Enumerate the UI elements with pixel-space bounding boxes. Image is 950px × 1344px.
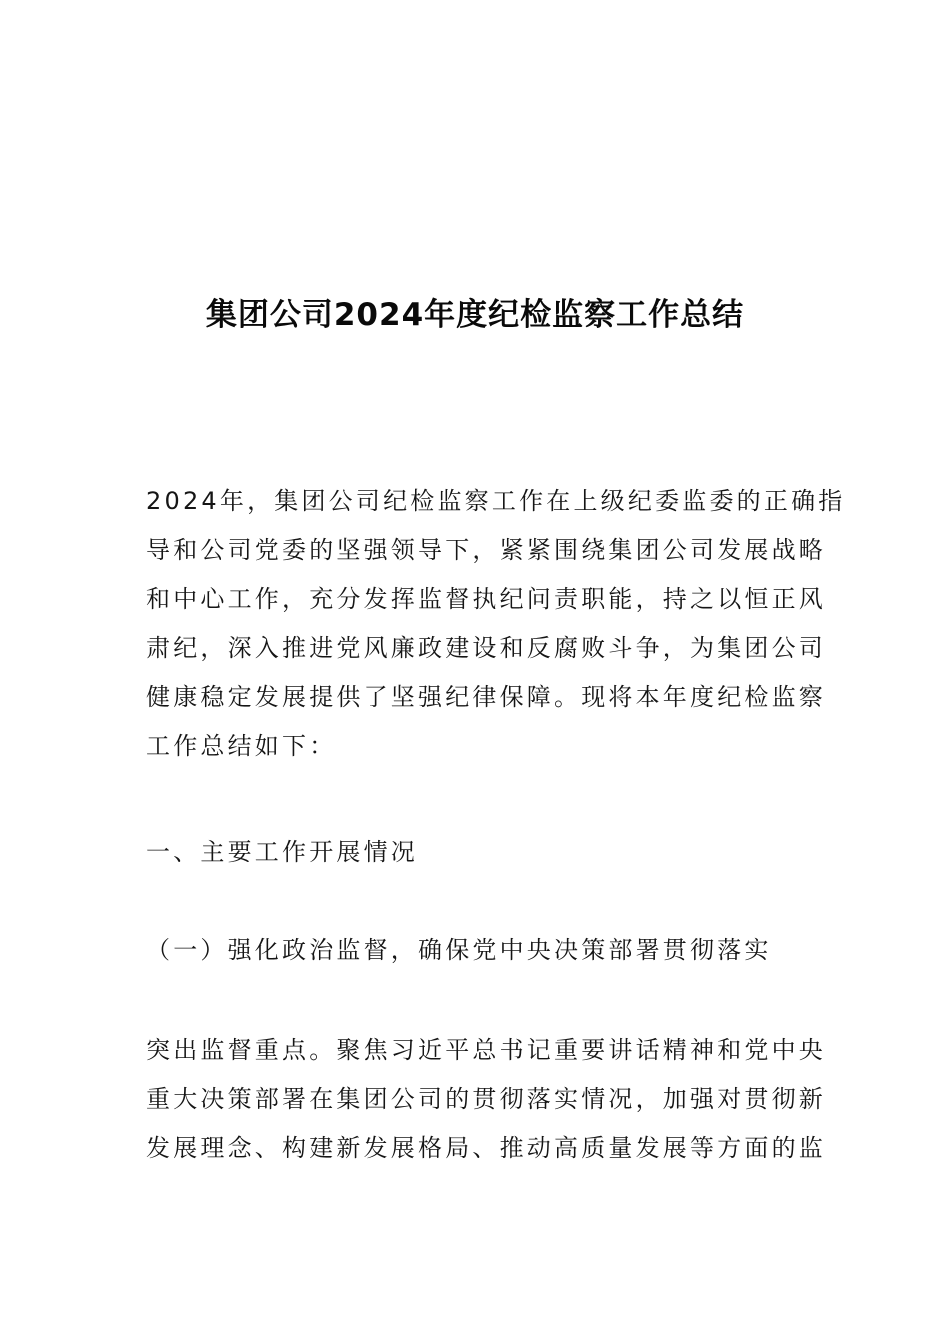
intro-line: 工作总结如下： — [146, 732, 337, 760]
paragraph-line: 发展理念、构建新发展格局、推动高质量发展等方面的监 — [146, 1134, 826, 1162]
paragraph-line: 重大决策部署在集团公司的贯彻落实情况，加强对贯彻新 — [146, 1085, 826, 1113]
intro-line: 健康稳定发展提供了坚强纪律保障。现将本年度纪检监察 — [146, 683, 826, 711]
section-heading-text: 一、主要工作开展情况 — [146, 838, 418, 866]
subsection-heading-text: （一）强化政治监督，确保党中央决策部署贯彻落实 — [146, 936, 772, 964]
intro-line: 导和公司党委的坚强领导下，紧紧围绕集团公司发展战略 — [146, 536, 826, 564]
section-heading — [146, 828, 806, 877]
intro-line: 2024年，集团公司纪检监察工作在上级纪委监委的正确指 — [146, 487, 846, 515]
body-paragraph — [146, 1026, 826, 1173]
document-title: 集团公司2024年度纪检监察工作总结 — [205, 297, 745, 333]
intro-line: 和中心工作，充分发挥监督执纪问责职能，持之以恒正风 — [146, 585, 826, 613]
intro-paragraph — [146, 477, 846, 771]
paragraph-line: 突出监督重点。聚焦习近平总书记重要讲话精神和党中央 — [146, 1036, 826, 1064]
subsection-heading — [146, 926, 806, 975]
intro-line: 肃纪，深入推进党风廉政建设和反腐败斗争，为集团公司 — [146, 634, 826, 662]
